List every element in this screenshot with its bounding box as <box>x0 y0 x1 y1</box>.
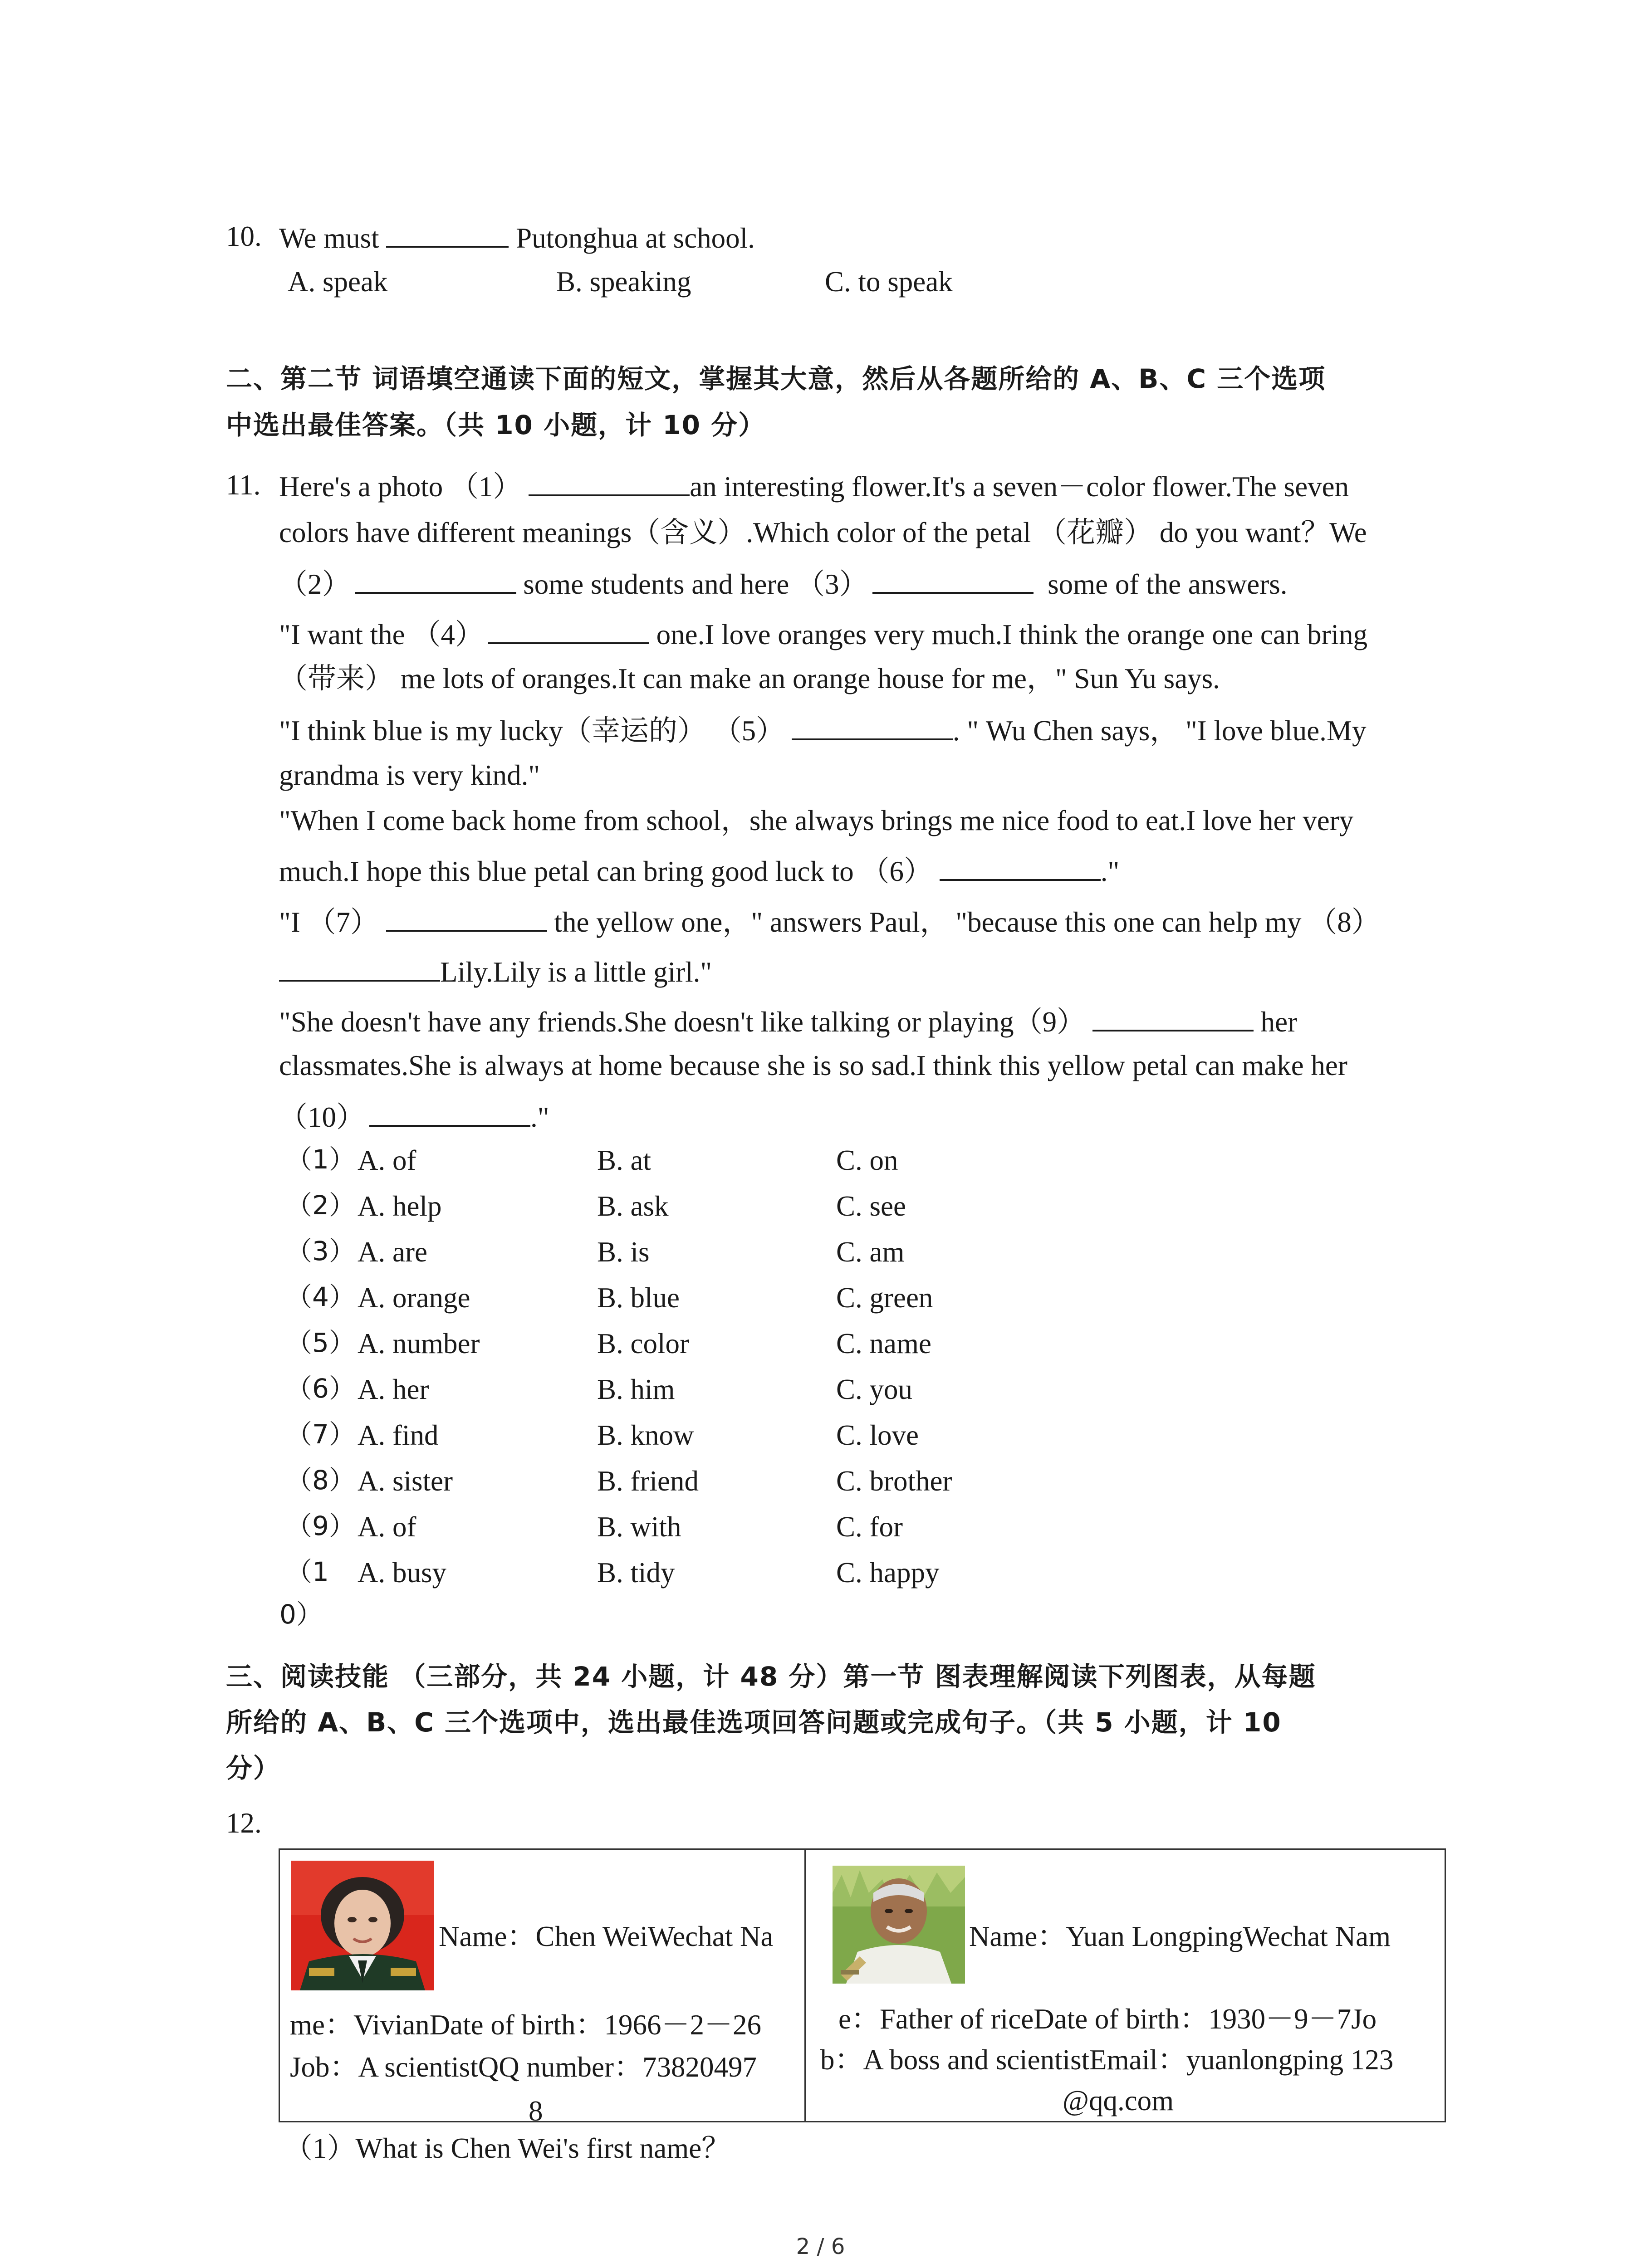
yuan-longping-line3: b：A boss and scientistEmail：yuanlongping 123 <box>820 2044 1394 2076</box>
q11-line: "She doesn't have any friends.She doesn't like talking or playing（9） her <box>279 1006 1298 1038</box>
choice-number: （3） <box>286 1236 355 1266</box>
choice-number: （1 <box>286 1556 329 1587</box>
choice-number: （8） <box>286 1465 355 1496</box>
choice-option-b[interactable]: B. him <box>597 1374 675 1405</box>
q11-line: "I think blue is my lucky（幸运的） （5） . " Wu Chen says， "I love blue.My <box>279 715 1367 747</box>
choice-option-c[interactable]: C. happy <box>836 1557 940 1589</box>
q12-sub-question-1: （1）What is Chen Wei's first name？ <box>284 2132 730 2164</box>
choice-number: （5） <box>286 1327 355 1358</box>
chen-wei-line3: Job：A scientistQQ number：73820497 <box>290 2051 757 2083</box>
q10-number: 10. <box>226 220 262 252</box>
q10-option-b: B. speaking <box>556 266 691 298</box>
choice-number: （6） <box>286 1373 355 1404</box>
choice-option-a[interactable]: A. are <box>358 1236 427 1268</box>
profile-cell-chen-wei <box>279 1849 805 2127</box>
page-number: 2 / 6 <box>796 2234 845 2259</box>
section3-heading-line2: 所给的 A、B、C 三个选项中，选出最佳选项回答问题或完成句子。（共 5 小题，计 10 <box>226 1707 1282 1738</box>
choice-option-c[interactable]: C. on <box>836 1144 898 1176</box>
q10-option-a: A. speak <box>288 266 388 298</box>
q11-line: （10） ." <box>279 1101 549 1133</box>
q10-option-c: C. to speak <box>825 266 953 298</box>
q11-line: （2） some students and here （3） some of the answers. <box>279 568 1288 600</box>
q12-number: 12. <box>226 1807 262 1839</box>
q11-line: colors have different meanings（含义）.Which color of the petal （花瓣） do you want？We <box>279 517 1367 548</box>
portrait-photo-yuan-longping <box>833 1866 965 1984</box>
choice-option-a[interactable]: A. her <box>358 1374 429 1405</box>
portrait-photo-chen-wei <box>291 1861 434 1990</box>
choice-option-c[interactable]: C. for <box>836 1511 903 1543</box>
chen-wei-line4: 8 <box>529 2095 543 2127</box>
choice-option-a[interactable]: A. sister <box>358 1465 453 1497</box>
choice-option-b[interactable]: B. color <box>597 1328 689 1359</box>
choice-option-c[interactable]: C. brother <box>836 1465 952 1497</box>
choice-option-c[interactable]: C. you <box>836 1374 913 1405</box>
yuan-longping-line4: @qq.com <box>1062 2085 1174 2116</box>
chen-wei-line2: me：VivianDate of birth：1966－2－26 <box>290 2009 762 2041</box>
choice-option-b[interactable]: B. blue <box>597 1282 680 1314</box>
choice-number-wrap: 0） <box>279 1599 323 1630</box>
choice-number: （2） <box>286 1190 355 1221</box>
choice-option-c[interactable]: C. see <box>836 1190 906 1222</box>
q11-line: Here's a photo （1） an interesting flower.It's a seven－color flower.The seven <box>279 471 1349 503</box>
choice-option-c[interactable]: C. green <box>836 1282 933 1314</box>
q11-number: 11. <box>226 469 261 501</box>
chen-wei-line1: Name：Chen WeiWechat Na <box>439 1921 774 1952</box>
q11-line: "When I come back home from school，she always brings me nice food to eat.I love her very <box>279 805 1354 836</box>
choice-option-c[interactable]: C. am <box>836 1236 905 1268</box>
section3-heading-line3: 分） <box>226 1753 281 1784</box>
choice-option-c[interactable]: C. name <box>836 1328 931 1359</box>
q11-line: classmates.She is always at home because she is so sad.I think this yellow petal can make her <box>279 1050 1347 1081</box>
choice-option-b[interactable]: B. with <box>597 1511 681 1543</box>
q11-line: Lily.Lily is a little girl." <box>279 956 712 987</box>
q11-line: "I want the （4） one.I love oranges very much.I think the orange one can bring <box>279 619 1368 650</box>
q10-stem: We must Putonghua at school. <box>279 222 755 254</box>
choice-number: （4） <box>286 1281 355 1312</box>
choice-option-a[interactable]: A. of <box>358 1144 416 1176</box>
choice-number: （9） <box>286 1510 355 1541</box>
q11-line: grandma is very kind." <box>279 759 540 791</box>
choice-option-a[interactable]: A. number <box>358 1328 480 1359</box>
choice-option-b[interactable]: B. friend <box>597 1465 699 1497</box>
section2-heading-line2: 中选出最佳答案。（共 10 小题，计 10 分） <box>226 410 766 440</box>
choice-option-b[interactable]: B. know <box>597 1419 694 1451</box>
q11-line: （带来） me lots of oranges.It can make an orange house for me，" Sun Yu says. <box>279 663 1220 694</box>
q11-line: "I （7） the yellow one，" answers Paul， "because this one can help my （8） <box>279 906 1380 938</box>
choice-option-a[interactable]: A. help <box>358 1190 442 1222</box>
choice-option-a[interactable]: A. busy <box>358 1557 447 1589</box>
choice-option-b[interactable]: B. at <box>597 1144 651 1176</box>
yuan-longping-line2: e：Father of riceDate of birth：1930－9－7Jo <box>838 2003 1377 2035</box>
choice-option-a[interactable]: A. find <box>358 1419 439 1451</box>
choice-number: （1） <box>286 1144 355 1175</box>
choice-option-b[interactable]: B. ask <box>597 1190 669 1222</box>
choice-option-b[interactable]: B. is <box>597 1236 650 1268</box>
q11-line: much.I hope this blue petal can bring good luck to （6） ." <box>279 855 1120 887</box>
section3-heading-line1: 三、阅读技能 （三部分，共 24 小题，计 48 分）第一节 图表理解阅读下列图表，从每题 <box>226 1661 1316 1692</box>
yuan-longping-line1: Name：Yuan LongpingWechat Nam <box>969 1921 1391 1952</box>
choice-option-a[interactable]: A. orange <box>358 1282 470 1314</box>
section2-heading-line1: 二、第二节 词语填空通读下面的短文，掌握其大意，然后从各题所给的 A、B、C 三个选项 <box>226 363 1326 394</box>
choice-option-a[interactable]: A. of <box>358 1511 416 1543</box>
choice-option-c[interactable]: C. love <box>836 1419 919 1451</box>
profile-table <box>279 1848 1446 2127</box>
choice-number: （7） <box>286 1419 355 1450</box>
profile-cell-yuan-longping <box>805 1849 1445 2122</box>
choice-option-b[interactable]: B. tidy <box>597 1557 675 1589</box>
